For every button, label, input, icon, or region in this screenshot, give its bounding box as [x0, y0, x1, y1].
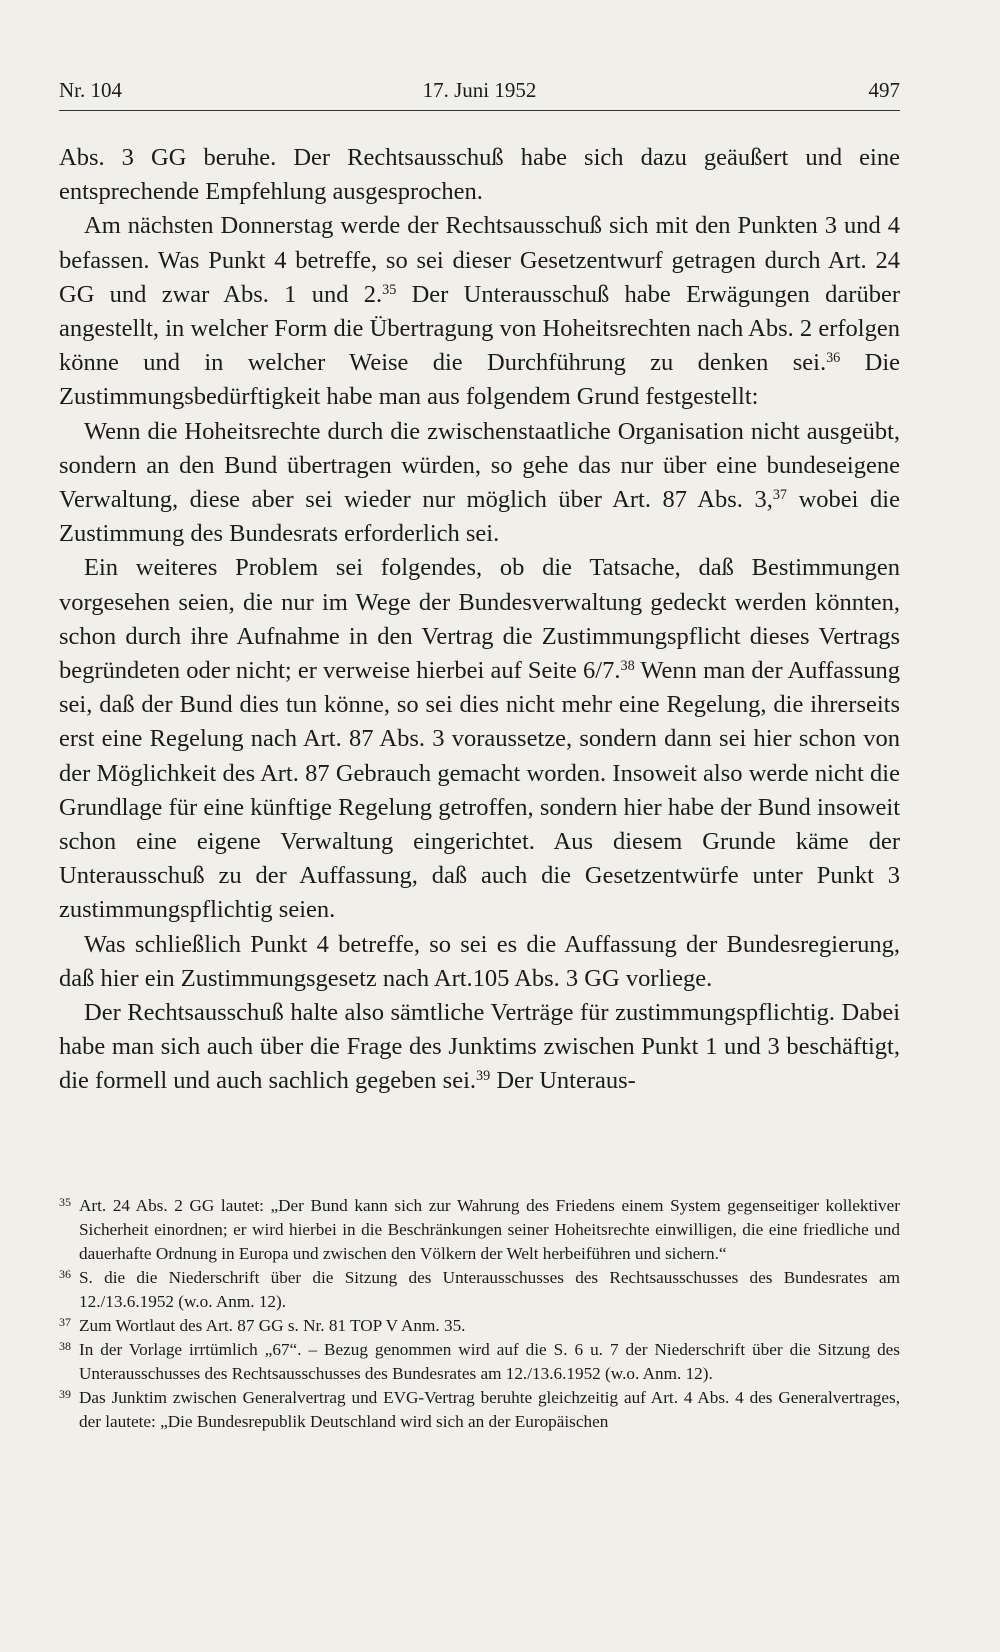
footnote-reference: 36	[826, 350, 841, 367]
footnote	[59, 1314, 900, 1338]
footnote-number: 37	[59, 1314, 71, 1329]
running-header	[59, 78, 900, 112]
main-text	[59, 141, 900, 1099]
paragraph-text: Die Zustimmungsbedürftigkeit habe man aus folgendem Grund festgestellt:	[59, 349, 901, 411]
footnote-reference: 38	[620, 658, 635, 675]
footnote-text: In der Vorlage irrtümlich „67“. – Bezug genommen wird auf die S. 6 u. 7 der Niederschrift über die Sitzung des Unterausschusses des Rechtsausschusses des Bundesrates am 12./13.6.1952 (w.o. Anm. 12).	[79, 1339, 900, 1383]
paragraph	[59, 209, 900, 414]
footnote-number: 36	[59, 1266, 71, 1281]
footnote-number: 39	[59, 1386, 71, 1401]
footnote-reference: 37	[772, 487, 788, 504]
paragraph	[59, 996, 900, 1099]
paragraph-text: Am nächsten Donnerstag werde der Rechtsausschuß sich mit den Punkten 3 und 4 befassen. Was Punkt 4 betreffe, so sei dieser Gesetzentwurf getragen durch Art. 24 GG und zwar Abs. 1 und 2.	[59, 212, 900, 308]
page-number: 497	[868, 78, 900, 102]
footnote-reference: 35	[382, 282, 397, 298]
footnotes	[59, 1194, 900, 1434]
footnote	[59, 1194, 900, 1265]
paragraph	[59, 141, 900, 209]
paragraph-text: wobei die Zustimmung des Bundesrats erforderlich sei.	[59, 486, 900, 548]
paragraph-text: Wenn man der Auffassung sei, daß der Bund dies tun könne, so sei dies nicht mehr eine Regelung, die ihrerseits erst eine Regelung nach Art. 87 Abs. 3 voraussetze, sondern dann sei hier schon von der Möglichkeit des Art. 87 Gebrauch gemacht worden. Insoweit also werde nicht die Grundlage für eine künftige Regelung getroffen, sondern hier habe der Bund insoweit schon eine eigene Verwaltung eingerichtet. Aus diesem Grunde käme der Unterausschuß zu der Auffassung, daß auch die Gesetzentwürfe unter Punkt 3 zustimmungspflichtig seien.	[59, 657, 900, 924]
paragraph	[59, 928, 900, 996]
footnote	[59, 1338, 900, 1386]
paragraph-text: Der Rechtsausschuß halte also sämtliche Verträge für zustimmungspflichtig. Dabei habe man sich auch über die Frage des Junktims zwischen Punkt 1 und 3 beschäftigt, die formell und auch sachlich gegeben sei.	[59, 999, 900, 1095]
header-date: 17. Juni 1952	[422, 78, 537, 102]
paragraph-text: Was schließlich Punkt 4 betreffe, so sei es die Auffassung der Bundesregierung, daß hier ein Zustimmungsgesetz nach Art.105 Abs. 3 GG vorliege.	[59, 930, 900, 992]
footnote	[59, 1386, 900, 1434]
footnote-reference: 39	[476, 1068, 491, 1085]
paragraph	[59, 415, 900, 552]
footnote	[59, 1266, 900, 1314]
paragraph-text: Wenn die Hoheitsrechte durch die zwischenstaatliche Organisation nicht ausgeübt, sondern an den Bund übertragen würden, so gehe das nur über eine bundeseigene Verwaltung, diese aber sei wieder nur möglich über Art. 87 Abs. 3,	[59, 417, 900, 514]
footnote-number: 38	[59, 1338, 71, 1353]
paragraph-text: Abs. 3 GG beruhe. Der Rechtsausschuß habe sich dazu geäußert und eine entsprechende Empfehlung ausgesprochen.	[59, 144, 900, 206]
document-number: Nr. 104	[59, 78, 122, 102]
paragraph-text: Der Unterausschuß habe Erwägungen darüber angestellt, in welcher Form die Übertragung von Hoheitsrechten nach Abs. 2 erfolgen könne und in welcher Weise die Durchführung zu denken sei.	[59, 280, 900, 377]
footnote-number: 35	[59, 1195, 71, 1209]
header-rule	[59, 110, 900, 111]
paragraph-text: Ein weiteres Problem sei folgendes, ob die Tatsache, daß Bestimmungen vorgesehen seien, die nur im Wege der Bundesverwaltung gedeckt werden könnten, schon durch ihre Aufnahme in den Vertrag die Zustimmungspflicht dieses Vertrags begründeten oder nicht; er verweise hierbei auf Seite 6/7.	[59, 554, 900, 685]
footnote-text: Zum Wortlaut des Art. 87 GG s. Nr. 81 TOP V Anm. 35.	[79, 1315, 466, 1335]
footnote-text: Art. 24 Abs. 2 GG lautet: „Der Bund kann sich zur Wahrung des Friedens einem System gegenseitiger kollektiver Sicherheit einordnen; er wird hierbei in die Beschränkungen seiner Hoheitsrechte einwilligen, die eine friedliche und dauerhafte Ordnung in Europa und zwischen den Völkern der Welt herbeiführen und sichern.“	[79, 1196, 900, 1263]
footnote-text: S. die die Niederschrift über die Sitzung des Unterausschusses des Rechtsausschusses des Bundesrates am 12./13.6.1952 (w.o. Anm. 12).	[79, 1267, 900, 1311]
footnote-text: Das Junktim zwischen Generalvertrag und EVG-Vertrag beruhte gleichzeitig auf Art. 4 Abs. 4 des Generalvertrages, der lautete: „Die Bundesrepublik Deutschland wird sich an der Europäischen	[79, 1387, 900, 1431]
paragraph-text: Der Unteraus-	[490, 1067, 636, 1095]
paragraph	[59, 551, 900, 927]
